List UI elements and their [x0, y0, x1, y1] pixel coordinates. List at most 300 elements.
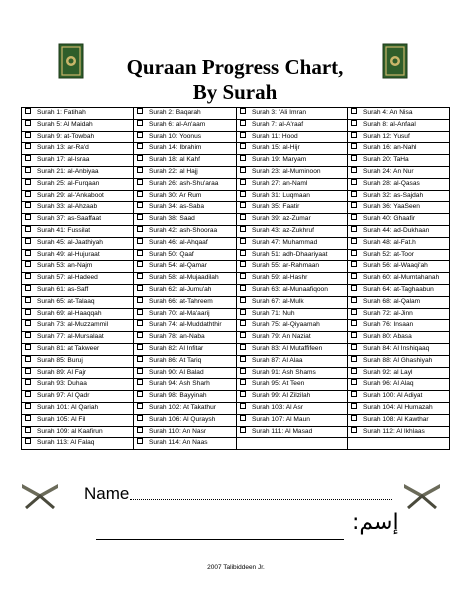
surah-label: Surah 46: al-Ahqaaf [149, 238, 208, 246]
surah-label: Surah 44: ad-Dukhaan [363, 226, 430, 234]
surah-cell [237, 108, 348, 120]
surah-cell [134, 355, 237, 367]
surah-cell [348, 402, 450, 414]
title-line-2: By Surah [192, 80, 278, 104]
surah-cell [237, 426, 348, 438]
surah-cell [22, 426, 134, 438]
surah-checkbox[interactable] [137, 427, 143, 433]
surah-checkbox[interactable] [351, 261, 357, 267]
surah-label: Surah 64: at-Taghaabun [363, 285, 434, 293]
surah-label: Surah 75: al-Qiyaamah [252, 321, 320, 329]
surah-checkbox[interactable] [240, 273, 246, 279]
surah-label: Surah 82: Al Infitar [149, 344, 204, 352]
arabic-name-label: إسم: [352, 510, 399, 535]
surah-cell [134, 261, 237, 273]
surah-label: Surah 56: al-Waaqi'ah [363, 262, 428, 270]
surah-cell [22, 143, 134, 155]
surah-checkbox[interactable] [137, 202, 143, 208]
surah-label: Surah 99: Al Zilzilah [252, 392, 311, 400]
surah-cell [134, 155, 237, 167]
surah-cell [348, 225, 450, 237]
surah-checkbox[interactable] [25, 226, 31, 232]
surah-row [22, 178, 450, 190]
surah-checkbox[interactable] [25, 438, 31, 444]
surah-label: Surah 39: az-Zumar [252, 215, 311, 223]
surah-cell [348, 308, 450, 320]
surah-checkbox[interactable] [351, 344, 357, 350]
surah-label: Surah 1: Fatihah [37, 109, 86, 116]
surah-cell [134, 332, 237, 344]
surah-cell [134, 131, 237, 143]
surah-cell [22, 355, 134, 367]
surah-cell [348, 190, 450, 202]
surah-checkbox[interactable] [351, 226, 357, 232]
surah-checkbox[interactable] [351, 309, 357, 315]
surah-checkbox[interactable] [240, 285, 246, 291]
surah-label: Surah 102: At Takathur [149, 403, 216, 411]
surah-cell [22, 202, 134, 214]
surah-checkbox[interactable] [25, 143, 31, 149]
surah-checkbox[interactable] [351, 273, 357, 279]
surah-checkbox[interactable] [351, 167, 357, 173]
surah-cell [134, 414, 237, 426]
surah-checkbox[interactable] [351, 191, 357, 197]
surah-checkbox[interactable] [137, 120, 143, 126]
surah-checkbox[interactable] [351, 320, 357, 326]
surah-cell [348, 367, 450, 379]
surah-label: Surah 49: al-Hujuraat [37, 250, 100, 258]
surah-checkbox[interactable] [240, 108, 246, 114]
surah-label: Surah 94: Ash Sharh [149, 380, 210, 388]
surah-checkbox[interactable] [137, 132, 143, 138]
surah-label: Surah 19: Maryam [252, 156, 307, 164]
surah-label: Surah 91: Ash Shams [252, 368, 316, 376]
surah-cell [134, 296, 237, 308]
surah-checkbox[interactable] [25, 368, 31, 374]
surah-row [22, 214, 450, 226]
surah-row [22, 143, 450, 155]
surah-checkbox[interactable] [25, 120, 31, 126]
surah-label: Surah 45: al-Jaathiyah [37, 238, 103, 246]
surah-checkbox[interactable] [137, 238, 143, 244]
surah-cell [237, 131, 348, 143]
surah-checkbox[interactable] [240, 379, 246, 385]
surah-row [22, 379, 450, 391]
surah-label: Surah 28: al-Qasas [363, 179, 420, 187]
surah-cell [237, 273, 348, 285]
surah-checkbox[interactable] [351, 332, 357, 338]
surah-label: Surah 51: adh-Dhaariyaat [252, 250, 328, 258]
surah-checkbox[interactable] [25, 415, 31, 421]
surah-label: Surah 43: az-Zukhruf [252, 226, 314, 234]
name-field[interactable] [130, 499, 392, 500]
surah-checkbox[interactable] [137, 297, 143, 303]
surah-cell [237, 296, 348, 308]
surah-label: Surah 107: Al Maun [252, 415, 310, 423]
surah-checkbox[interactable] [137, 403, 143, 409]
surah-cell [134, 320, 237, 332]
surah-cell [237, 190, 348, 202]
surah-cell [348, 414, 450, 426]
surah-cell [348, 438, 450, 450]
surah-checkbox[interactable] [351, 214, 357, 220]
surah-checkbox[interactable] [137, 167, 143, 173]
surah-cell [348, 178, 450, 190]
surah-label: Surah 48: al-Fat.h [363, 238, 416, 246]
surah-checkbox[interactable] [351, 132, 357, 138]
surah-checkbox[interactable] [137, 261, 143, 267]
surah-checkbox[interactable] [351, 391, 357, 397]
surah-checkbox[interactable] [137, 438, 143, 444]
surah-row [22, 402, 450, 414]
surah-label: Surah 103: Al Asr [252, 403, 303, 411]
surah-checkbox[interactable] [240, 179, 246, 185]
surah-checkbox[interactable] [240, 344, 246, 350]
surah-cell [134, 284, 237, 296]
surah-checkbox[interactable] [137, 250, 143, 256]
surah-label: Surah 22: al Hajj [149, 167, 198, 175]
surah-checkbox[interactable] [25, 320, 31, 326]
surah-checkbox[interactable] [137, 155, 143, 161]
surah-checkbox[interactable] [25, 191, 31, 197]
surah-checkbox[interactable] [351, 403, 357, 409]
surah-checkbox[interactable] [137, 368, 143, 374]
surah-label: Surah 66: at-Tahreem [149, 297, 213, 305]
surah-cell [237, 402, 348, 414]
surah-checkbox[interactable] [25, 214, 31, 220]
surah-label: Surah 79: An Naziat [252, 333, 311, 341]
surah-label: Surah 68: al-Qalam [363, 297, 421, 305]
surah-cell [134, 402, 237, 414]
surah-cell [348, 379, 450, 391]
surah-cell [134, 438, 237, 450]
surah-checkbox[interactable] [137, 214, 143, 220]
surah-label: Surah 105: Al Fil [37, 415, 86, 423]
surah-cell [22, 225, 134, 237]
surah-cell [237, 367, 348, 379]
surah-checkbox[interactable] [137, 391, 143, 397]
surah-checkbox[interactable] [25, 332, 31, 338]
surah-checkbox[interactable] [25, 202, 31, 208]
surah-cell [134, 379, 237, 391]
surah-cell [134, 214, 237, 226]
surah-label: Surah 90: Al Balad [149, 368, 204, 376]
surah-cell [348, 391, 450, 403]
surah-cell [237, 343, 348, 355]
surah-checkbox[interactable] [351, 238, 357, 244]
surah-label: Surah 25: al-Furqaan [37, 179, 100, 187]
surah-checkbox[interactable] [240, 238, 246, 244]
surah-checkbox[interactable] [25, 132, 31, 138]
surah-cell [22, 367, 134, 379]
surah-label: Surah 41: Fussilat [37, 226, 91, 234]
surah-checkbox[interactable] [137, 285, 143, 291]
surah-checkbox[interactable] [25, 250, 31, 256]
surah-label: Surah 20: TaHa [363, 156, 409, 164]
surah-checkbox[interactable] [240, 120, 246, 126]
surah-cell [348, 237, 450, 249]
surah-label: Surah 18: al Kahf [149, 156, 200, 164]
surah-label: Surah 67: al-Mulk [252, 297, 304, 305]
surah-label: Surah 21: al-Anbiyaa [37, 167, 99, 175]
page-title [100, 55, 370, 105]
surah-label: Surah 80: Abasa [363, 333, 412, 341]
surah-checkbox[interactable] [137, 143, 143, 149]
surah-checkbox[interactable] [351, 368, 357, 374]
surah-cell [22, 190, 134, 202]
surah-cell [237, 320, 348, 332]
surah-label: Surah 63: al-Munaafiqoon [252, 285, 328, 293]
surah-label: Surah 106: Al Quraysh [149, 415, 216, 423]
surah-cell [22, 414, 134, 426]
surah-cell [22, 131, 134, 143]
surah-row [22, 131, 450, 143]
surah-cell [22, 332, 134, 344]
surah-cell [22, 343, 134, 355]
surah-cell [22, 391, 134, 403]
surah-checkbox[interactable] [25, 179, 31, 185]
surah-checkbox[interactable] [137, 415, 143, 421]
surah-checkbox[interactable] [240, 250, 246, 256]
surah-cell [237, 438, 348, 450]
surah-checkbox[interactable] [137, 344, 143, 350]
surah-label: Surah 73: al-Muzzammil [37, 321, 109, 329]
surah-checkbox[interactable] [240, 167, 246, 173]
surah-checkbox[interactable] [351, 143, 357, 149]
surah-label: Surah 36: YaaSeen [363, 203, 420, 211]
surah-checkbox[interactable] [240, 332, 246, 338]
surah-row [22, 261, 450, 273]
surah-label: Surah 114: An Naas [149, 439, 208, 447]
surah-checkbox[interactable] [240, 202, 246, 208]
surah-row [22, 332, 450, 344]
surah-checkbox[interactable] [25, 344, 31, 350]
surah-cell [237, 355, 348, 367]
surah-checkbox[interactable] [351, 427, 357, 433]
surah-cell [237, 249, 348, 261]
surah-checkbox[interactable] [25, 356, 31, 362]
surah-checkbox[interactable] [25, 167, 31, 173]
surah-cell [134, 237, 237, 249]
surah-cell [237, 202, 348, 214]
surah-label: Surah 30: Ar Rum [149, 191, 202, 199]
arabic-name-field[interactable] [96, 539, 344, 540]
surah-cell [348, 166, 450, 178]
surah-label: Surah 83: Al Mutaffifeen [252, 344, 323, 352]
surah-checkbox[interactable] [351, 379, 357, 385]
surah-label: Surah 111: Al Masad [252, 427, 313, 435]
surah-row [22, 308, 450, 320]
surah-checkbox[interactable] [25, 403, 31, 409]
surah-row [22, 202, 450, 214]
surah-checkbox[interactable] [25, 155, 31, 161]
surah-cell [237, 414, 348, 426]
surah-cell [134, 391, 237, 403]
surah-label: Surah 108: Al Kawthar [363, 415, 429, 423]
surah-checkbox[interactable] [137, 332, 143, 338]
surah-checkbox[interactable] [25, 261, 31, 267]
surah-row [22, 414, 450, 426]
surah-label: Surah 34: as-Saba [149, 203, 204, 211]
surah-cell [237, 178, 348, 190]
surah-checkbox[interactable] [25, 285, 31, 291]
surah-checkbox[interactable] [137, 108, 143, 114]
surah-label: Surah 5: Al Maidah [37, 120, 93, 128]
quran-book-icon [58, 43, 84, 79]
surah-cell [22, 119, 134, 131]
surah-cell [348, 249, 450, 261]
surah-label: Surah 98: Bayyinah [149, 392, 207, 400]
surah-label: Surah 100: Al Adiyat [363, 392, 423, 400]
surah-cell [348, 108, 450, 120]
surah-checkbox[interactable] [240, 415, 246, 421]
surah-cell [22, 108, 134, 120]
surah-cell [348, 320, 450, 332]
surah-label: Surah 76: Insaan [363, 321, 414, 329]
surah-checkbox[interactable] [351, 202, 357, 208]
surah-label: Surah 2: Baqarah [149, 109, 201, 116]
surah-row [22, 438, 450, 450]
surah-cell [134, 178, 237, 190]
surah-label: Surah 74: al-Muddaththir [149, 321, 222, 329]
surah-checkbox[interactable] [240, 191, 246, 197]
surah-checkbox[interactable] [240, 143, 246, 149]
surah-label: Surah 16: an-Nahl [363, 144, 417, 152]
surah-cell [134, 426, 237, 438]
surah-checkbox[interactable] [240, 214, 246, 220]
surah-label: Surah 35: Faatir [252, 203, 300, 211]
surah-row [22, 355, 450, 367]
surah-cell [348, 296, 450, 308]
surah-checkbox[interactable] [25, 108, 31, 114]
surah-row [22, 273, 450, 285]
surah-label: Surah 13: ar-Ra'd [37, 144, 89, 152]
surah-cell [237, 166, 348, 178]
surah-checkbox[interactable] [240, 297, 246, 303]
surah-checkbox[interactable] [137, 356, 143, 362]
surah-checkbox[interactable] [351, 297, 357, 303]
title-line-1: Quraan Progress Chart, [126, 55, 344, 79]
surah-label: Surah 53: an-Najm [37, 262, 93, 270]
surah-label: Surah 12: Yusuf [363, 132, 410, 140]
surah-cell [134, 343, 237, 355]
surah-checkbox[interactable] [351, 108, 357, 114]
surah-checkbox[interactable] [137, 226, 143, 232]
surah-label: Surah 65: at-Talaaq [37, 297, 95, 305]
surah-checkbox[interactable] [240, 356, 246, 362]
surah-label: Surah 96: Al Alaq [363, 380, 414, 388]
surah-checkbox[interactable] [240, 368, 246, 374]
surah-label: Surah 4: An Nisa [363, 109, 413, 116]
surah-checkbox[interactable] [137, 273, 143, 279]
surah-cell [22, 237, 134, 249]
surah-row [22, 296, 450, 308]
surah-checkbox[interactable] [351, 415, 357, 421]
surah-label: Surah 93: Duhaa [37, 380, 87, 388]
surah-checkbox[interactable] [137, 309, 143, 315]
surah-row [22, 426, 450, 438]
surah-label: Surah 9: at-Towbah [37, 132, 95, 140]
surah-cell [348, 131, 450, 143]
surah-cell [134, 190, 237, 202]
surah-label: Surah 104: Al Humazah [363, 403, 433, 411]
surah-checkbox[interactable] [25, 297, 31, 303]
surah-cell [134, 225, 237, 237]
surah-cell [237, 332, 348, 344]
surah-cell [237, 225, 348, 237]
surah-checkbox[interactable] [25, 273, 31, 279]
surah-checkbox[interactable] [351, 285, 357, 291]
surah-label: Surah 54: al-Qamar [149, 262, 207, 270]
surah-label: Surah 95: At Teen [252, 380, 305, 388]
surah-checkbox[interactable] [240, 391, 246, 397]
surah-label: Surah 33: al-Ahzaab [37, 203, 98, 211]
surah-checkbox[interactable] [137, 191, 143, 197]
surah-checkbox[interactable] [137, 320, 143, 326]
surah-checkbox[interactable] [351, 155, 357, 161]
surah-checkbox[interactable] [137, 179, 143, 185]
surah-label: Surah 55: ar-Rahmaan [252, 262, 320, 270]
surah-cell [134, 367, 237, 379]
quran-stand-icon [18, 480, 62, 510]
surah-cell [348, 426, 450, 438]
surah-checkbox[interactable] [240, 403, 246, 409]
surah-checkbox[interactable] [351, 120, 357, 126]
surah-checkbox[interactable] [240, 226, 246, 232]
surah-cell [22, 178, 134, 190]
surah-checkbox[interactable] [25, 391, 31, 397]
surah-checkbox[interactable] [25, 238, 31, 244]
surah-label: Surah 23: al-Muminoon [252, 167, 321, 175]
surah-checkbox[interactable] [137, 379, 143, 385]
surah-label: Surah 38: Saad [149, 215, 195, 223]
surah-checkbox[interactable] [351, 356, 357, 362]
surah-label: Surah 29: al-'Ankaboot [37, 191, 104, 199]
surah-cell [134, 273, 237, 285]
surah-checkbox[interactable] [351, 250, 357, 256]
surah-checkbox[interactable] [240, 309, 246, 315]
surah-checkbox[interactable] [240, 261, 246, 267]
surah-cell [237, 143, 348, 155]
surah-checkbox[interactable] [25, 379, 31, 385]
surah-label: Surah 32: as-Sajdah [363, 191, 424, 199]
surah-label: Surah 101: Al Qariah [37, 403, 99, 411]
surah-row [22, 190, 450, 202]
surah-row [22, 155, 450, 167]
surah-checkbox[interactable] [25, 427, 31, 433]
surah-label: Surah 62: al-Jumu'ah [149, 285, 212, 293]
surah-label: Surah 6: al-An'aam [149, 120, 206, 128]
surah-label: Surah 112: Al Ikhlaas [363, 427, 425, 435]
surah-label: Surah 24: An Nur [363, 167, 414, 175]
surah-cell [22, 214, 134, 226]
surah-checkbox[interactable] [240, 427, 246, 433]
surah-checkbox[interactable] [240, 320, 246, 326]
surah-checkbox[interactable] [351, 179, 357, 185]
surah-label: Surah 81: at Takweer [37, 344, 100, 352]
surah-cell [22, 284, 134, 296]
surah-label: Surah 60: al-Mumtahanah [363, 274, 440, 282]
surah-checkbox[interactable] [240, 155, 246, 161]
surah-label: Surah 47: Muhammad [252, 238, 318, 246]
surah-label: Surah 71: Nuh [252, 309, 295, 317]
surah-checkbox[interactable] [25, 309, 31, 315]
surah-cell [237, 261, 348, 273]
surah-label: Surah 110: An Nasr [149, 427, 207, 435]
footer-credit: 2007 Talibiddeen Jr. [207, 564, 265, 571]
surah-checkbox[interactable] [240, 132, 246, 138]
surah-cell [22, 273, 134, 285]
